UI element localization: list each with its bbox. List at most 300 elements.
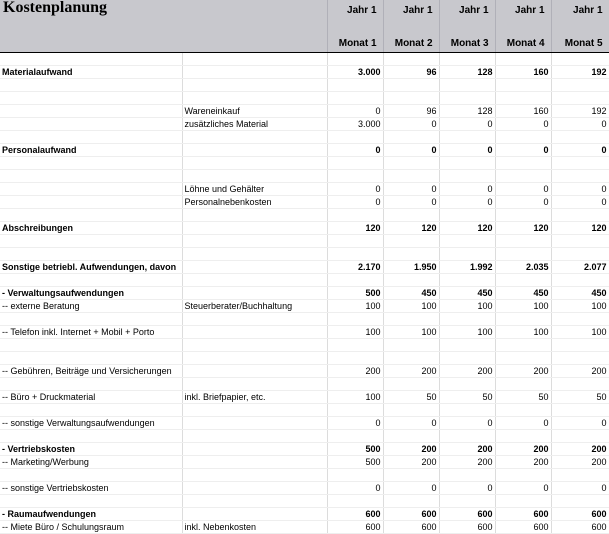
title-cell xyxy=(0,0,327,53)
value-cell[interactable]: 100 xyxy=(327,300,383,313)
row-detail-cell[interactable] xyxy=(182,495,327,508)
row-detail-cell[interactable] xyxy=(182,287,327,300)
value-cell[interactable]: 0 xyxy=(327,417,383,430)
value-cell[interactable]: 0 xyxy=(327,105,383,118)
row-detail-cell[interactable] xyxy=(182,144,327,157)
value-cell[interactable]: 600 xyxy=(551,508,609,521)
value-cell[interactable] xyxy=(327,235,383,248)
value-cell[interactable]: 50 xyxy=(439,391,495,404)
value-cell[interactable]: 200 xyxy=(551,456,609,469)
value-cell[interactable] xyxy=(495,235,551,248)
value-cell[interactable]: 128 xyxy=(439,66,495,79)
value-cell[interactable] xyxy=(495,469,551,482)
value-cell[interactable] xyxy=(327,469,383,482)
value-cell[interactable]: 600 xyxy=(327,521,383,534)
row-detail-cell[interactable]: inkl. Nebenkosten xyxy=(182,521,327,534)
value-cell[interactable] xyxy=(327,209,383,222)
value-cell[interactable]: 500 xyxy=(327,443,383,456)
value-cell[interactable]: 600 xyxy=(495,508,551,521)
value-cell[interactable]: 200 xyxy=(439,365,495,378)
value-cell[interactable]: 120 xyxy=(439,222,495,235)
value-cell[interactable] xyxy=(439,79,495,92)
row-detail-cell[interactable] xyxy=(182,79,327,92)
value-cell[interactable] xyxy=(495,495,551,508)
value-cell[interactable]: 0 xyxy=(495,183,551,196)
value-cell[interactable]: 0 xyxy=(383,183,439,196)
value-cell[interactable]: 0 xyxy=(495,118,551,131)
value-cell[interactable] xyxy=(327,430,383,443)
value-cell[interactable]: 3.000 xyxy=(327,66,383,79)
value-cell[interactable]: 100 xyxy=(495,300,551,313)
value-cell[interactable] xyxy=(551,170,609,183)
table-row xyxy=(0,196,609,209)
value-cell[interactable]: 0 xyxy=(495,196,551,209)
value-cell[interactable]: 600 xyxy=(383,521,439,534)
value-cell[interactable]: 0 xyxy=(439,118,495,131)
value-cell[interactable]: 600 xyxy=(327,508,383,521)
value-cell[interactable]: 100 xyxy=(551,326,609,339)
value-cell[interactable] xyxy=(439,131,495,144)
table-row xyxy=(0,287,609,300)
table-row xyxy=(0,378,609,391)
value-cell[interactable] xyxy=(495,53,551,66)
value-cell[interactable] xyxy=(551,378,609,391)
value-cell[interactable] xyxy=(383,469,439,482)
row-label-cell[interactable] xyxy=(0,183,182,196)
row-label-cell[interactable] xyxy=(0,209,182,222)
table-row xyxy=(0,261,609,274)
value-cell[interactable] xyxy=(439,313,495,326)
value-cell[interactable] xyxy=(327,313,383,326)
value-cell[interactable] xyxy=(551,79,609,92)
value-cell[interactable] xyxy=(495,339,551,352)
row-detail-cell[interactable] xyxy=(182,443,327,456)
row-detail-cell[interactable] xyxy=(182,235,327,248)
value-cell[interactable]: 600 xyxy=(439,521,495,534)
value-cell[interactable] xyxy=(551,92,609,105)
value-cell[interactable] xyxy=(383,157,439,170)
value-cell[interactable] xyxy=(551,339,609,352)
value-cell[interactable]: 120 xyxy=(383,222,439,235)
value-cell[interactable] xyxy=(495,131,551,144)
value-cell[interactable] xyxy=(495,430,551,443)
value-cell[interactable]: 0 xyxy=(495,482,551,495)
table-row xyxy=(0,53,609,66)
value-cell[interactable] xyxy=(439,352,495,365)
value-cell[interactable] xyxy=(327,170,383,183)
value-cell[interactable] xyxy=(439,378,495,391)
value-cell[interactable] xyxy=(495,313,551,326)
value-cell[interactable]: 0 xyxy=(551,144,609,157)
table-row xyxy=(0,235,609,248)
row-detail-cell[interactable] xyxy=(182,313,327,326)
year-label: Jahr 1 xyxy=(347,5,377,16)
value-cell[interactable] xyxy=(495,274,551,287)
value-cell[interactable] xyxy=(383,170,439,183)
value-cell[interactable] xyxy=(327,157,383,170)
row-detail-cell[interactable] xyxy=(182,365,327,378)
value-cell[interactable]: 450 xyxy=(439,287,495,300)
value-cell[interactable] xyxy=(439,209,495,222)
row-label-cell[interactable] xyxy=(0,469,182,482)
value-cell[interactable]: 450 xyxy=(551,287,609,300)
row-label-cell[interactable] xyxy=(0,495,182,508)
value-cell[interactable] xyxy=(327,79,383,92)
row-label-cell[interactable]: -- Gebühren, Beiträge und Versicherungen xyxy=(0,365,182,378)
value-cell[interactable] xyxy=(439,430,495,443)
table-row xyxy=(0,469,609,482)
row-detail-cell[interactable] xyxy=(182,209,327,222)
value-cell[interactable] xyxy=(439,469,495,482)
value-cell[interactable]: 200 xyxy=(383,443,439,456)
value-cell[interactable]: 600 xyxy=(439,508,495,521)
value-cell[interactable]: 3.000 xyxy=(327,118,383,131)
value-cell[interactable]: 0 xyxy=(327,144,383,157)
table-row xyxy=(0,248,609,261)
value-cell[interactable]: 0 xyxy=(495,144,551,157)
row-detail-cell[interactable]: Steuerberater/Buchhaltung xyxy=(182,300,327,313)
row-detail-cell[interactable] xyxy=(182,66,327,79)
row-label-cell[interactable]: Sonstige betriebl. Aufwendungen, davon xyxy=(0,261,182,274)
value-cell[interactable] xyxy=(327,352,383,365)
table-row xyxy=(0,430,609,443)
value-cell[interactable]: 0 xyxy=(327,196,383,209)
column-header[interactable] xyxy=(551,0,609,53)
value-cell[interactable]: 100 xyxy=(383,300,439,313)
value-cell[interactable]: 192 xyxy=(551,105,609,118)
value-cell[interactable] xyxy=(551,495,609,508)
table-row xyxy=(0,352,609,365)
month-label: Monat 3 xyxy=(450,38,489,49)
value-cell[interactable] xyxy=(439,339,495,352)
value-cell[interactable] xyxy=(383,404,439,417)
value-cell[interactable] xyxy=(383,495,439,508)
value-cell[interactable]: 0 xyxy=(327,482,383,495)
value-cell[interactable]: 160 xyxy=(495,105,551,118)
value-cell[interactable]: 2.035 xyxy=(495,261,551,274)
value-cell[interactable]: 0 xyxy=(495,417,551,430)
value-cell[interactable]: 120 xyxy=(327,222,383,235)
row-label-cell[interactable] xyxy=(0,248,182,261)
value-cell[interactable] xyxy=(495,79,551,92)
value-cell[interactable]: 100 xyxy=(383,326,439,339)
value-cell[interactable] xyxy=(383,92,439,105)
column-header[interactable] xyxy=(439,0,495,53)
value-cell[interactable]: 0 xyxy=(439,196,495,209)
value-cell[interactable]: 100 xyxy=(327,391,383,404)
row-label-cell[interactable] xyxy=(0,313,182,326)
row-detail-cell[interactable] xyxy=(182,352,327,365)
value-cell[interactable] xyxy=(551,352,609,365)
value-cell[interactable]: 100 xyxy=(327,326,383,339)
value-cell[interactable]: 160 xyxy=(495,66,551,79)
value-cell[interactable] xyxy=(327,92,383,105)
value-cell[interactable] xyxy=(383,248,439,261)
row-detail-cell[interactable] xyxy=(182,508,327,521)
value-cell[interactable] xyxy=(495,378,551,391)
row-label-cell[interactable] xyxy=(0,170,182,183)
table-row xyxy=(0,300,609,313)
value-cell[interactable]: 200 xyxy=(439,456,495,469)
table-row xyxy=(0,79,609,92)
row-label-cell[interactable] xyxy=(0,339,182,352)
value-cell[interactable]: 0 xyxy=(551,482,609,495)
row-label-cell[interactable] xyxy=(0,196,182,209)
value-cell[interactable] xyxy=(439,92,495,105)
row-label-cell[interactable]: Materialaufwand xyxy=(0,66,182,79)
value-cell[interactable]: 192 xyxy=(551,66,609,79)
table-row xyxy=(0,339,609,352)
row-label-cell[interactable]: Abschreibungen xyxy=(0,222,182,235)
value-cell[interactable]: 0 xyxy=(439,482,495,495)
table-row xyxy=(0,495,609,508)
value-cell[interactable] xyxy=(327,53,383,66)
value-cell[interactable] xyxy=(551,235,609,248)
value-cell[interactable]: 0 xyxy=(383,482,439,495)
value-cell[interactable] xyxy=(495,352,551,365)
value-cell[interactable] xyxy=(383,209,439,222)
value-cell[interactable] xyxy=(327,248,383,261)
value-cell[interactable] xyxy=(327,274,383,287)
value-cell[interactable] xyxy=(439,170,495,183)
value-cell[interactable]: 1.950 xyxy=(383,261,439,274)
value-cell[interactable] xyxy=(551,469,609,482)
table-row xyxy=(0,274,609,287)
value-cell[interactable] xyxy=(383,235,439,248)
value-cell[interactable]: 200 xyxy=(383,365,439,378)
value-cell[interactable]: 600 xyxy=(495,521,551,534)
value-cell[interactable] xyxy=(439,495,495,508)
value-cell[interactable]: 2.170 xyxy=(327,261,383,274)
value-cell[interactable]: 0 xyxy=(439,144,495,157)
row-detail-cell[interactable] xyxy=(182,417,327,430)
value-cell[interactable]: 500 xyxy=(327,456,383,469)
value-cell[interactable] xyxy=(439,157,495,170)
value-cell[interactable] xyxy=(383,352,439,365)
table-row xyxy=(0,417,609,430)
value-cell[interactable] xyxy=(439,53,495,66)
value-cell[interactable]: 200 xyxy=(327,365,383,378)
row-label-cell[interactable] xyxy=(0,378,182,391)
row-detail-cell[interactable] xyxy=(182,248,327,261)
row-detail-cell[interactable] xyxy=(182,261,327,274)
value-cell[interactable]: 0 xyxy=(439,183,495,196)
row-detail-cell[interactable] xyxy=(182,222,327,235)
value-cell[interactable] xyxy=(551,53,609,66)
table-row xyxy=(0,170,609,183)
value-cell[interactable]: 0 xyxy=(551,417,609,430)
row-detail-cell[interactable]: Wareneinkauf xyxy=(182,105,327,118)
value-cell[interactable] xyxy=(495,209,551,222)
value-cell[interactable] xyxy=(327,131,383,144)
value-cell[interactable]: 2.077 xyxy=(551,261,609,274)
value-cell[interactable]: 50 xyxy=(551,391,609,404)
value-cell[interactable] xyxy=(327,378,383,391)
row-label-cell[interactable]: - Vertriebskosten xyxy=(0,443,182,456)
month-label: Monat 1 xyxy=(338,38,377,49)
value-cell[interactable] xyxy=(495,92,551,105)
value-cell[interactable] xyxy=(383,378,439,391)
table-row xyxy=(0,313,609,326)
value-cell[interactable]: 1.992 xyxy=(439,261,495,274)
table-row xyxy=(0,326,609,339)
table-row xyxy=(0,521,609,534)
value-cell[interactable] xyxy=(495,404,551,417)
value-cell[interactable]: 600 xyxy=(551,521,609,534)
value-cell[interactable]: 200 xyxy=(495,443,551,456)
row-label-cell[interactable] xyxy=(0,235,182,248)
value-cell[interactable]: 0 xyxy=(551,118,609,131)
value-cell[interactable]: 0 xyxy=(551,183,609,196)
value-cell[interactable]: 100 xyxy=(439,326,495,339)
value-cell[interactable] xyxy=(551,313,609,326)
value-cell[interactable]: 96 xyxy=(383,105,439,118)
value-cell[interactable]: 100 xyxy=(439,300,495,313)
row-label-cell[interactable] xyxy=(0,105,182,118)
table-row xyxy=(0,404,609,417)
row-detail-cell[interactable] xyxy=(182,131,327,144)
table-row xyxy=(0,144,609,157)
table-row xyxy=(0,157,609,170)
row-detail-cell[interactable] xyxy=(182,274,327,287)
row-label-cell[interactable] xyxy=(0,53,182,66)
value-cell[interactable]: 128 xyxy=(439,105,495,118)
value-cell[interactable] xyxy=(383,53,439,66)
row-detail-cell[interactable] xyxy=(182,456,327,469)
row-label-cell[interactable] xyxy=(0,79,182,92)
value-cell[interactable]: 200 xyxy=(551,365,609,378)
value-cell[interactable]: 450 xyxy=(383,287,439,300)
month-label: Monat 2 xyxy=(394,38,433,49)
row-label-cell[interactable]: -- Marketing/Werbung xyxy=(0,456,182,469)
value-cell[interactable]: 0 xyxy=(383,196,439,209)
value-cell[interactable]: 120 xyxy=(495,222,551,235)
value-cell[interactable] xyxy=(383,339,439,352)
value-cell[interactable] xyxy=(327,404,383,417)
row-label-cell[interactable] xyxy=(0,157,182,170)
row-detail-cell[interactable] xyxy=(182,404,327,417)
row-detail-cell[interactable] xyxy=(182,92,327,105)
column-header[interactable] xyxy=(383,0,439,53)
row-detail-cell[interactable] xyxy=(182,157,327,170)
value-cell[interactable] xyxy=(383,313,439,326)
value-cell[interactable] xyxy=(439,274,495,287)
value-cell[interactable] xyxy=(495,157,551,170)
value-cell[interactable]: 100 xyxy=(551,300,609,313)
row-label-cell[interactable] xyxy=(0,404,182,417)
value-cell[interactable] xyxy=(551,248,609,261)
row-label-cell[interactable]: -- sonstige Vertriebskosten xyxy=(0,482,182,495)
value-cell[interactable] xyxy=(551,430,609,443)
table-row xyxy=(0,456,609,469)
row-detail-cell[interactable] xyxy=(182,378,327,391)
value-cell[interactable]: 0 xyxy=(383,417,439,430)
value-cell[interactable] xyxy=(383,79,439,92)
row-label-cell[interactable] xyxy=(0,118,182,131)
value-cell[interactable] xyxy=(383,430,439,443)
value-cell[interactable]: 120 xyxy=(551,222,609,235)
row-label-cell[interactable] xyxy=(0,274,182,287)
column-header[interactable] xyxy=(327,0,383,53)
value-cell[interactable]: 200 xyxy=(439,443,495,456)
value-cell[interactable] xyxy=(439,404,495,417)
value-cell[interactable] xyxy=(551,157,609,170)
row-label-cell[interactable]: -- Büro + Druckmaterial xyxy=(0,391,182,404)
table-row xyxy=(0,391,609,404)
table-row xyxy=(0,365,609,378)
value-cell[interactable]: 0 xyxy=(439,417,495,430)
value-cell[interactable] xyxy=(551,131,609,144)
year-label: Jahr 1 xyxy=(459,5,489,16)
value-cell[interactable] xyxy=(439,235,495,248)
row-detail-cell[interactable]: zusätzliches Material xyxy=(182,118,327,131)
row-label-cell[interactable] xyxy=(0,430,182,443)
row-detail-cell[interactable] xyxy=(182,482,327,495)
row-label-cell[interactable]: Personalaufwand xyxy=(0,144,182,157)
value-cell[interactable]: 0 xyxy=(327,183,383,196)
table-row xyxy=(0,131,609,144)
value-cell[interactable] xyxy=(495,248,551,261)
value-cell[interactable]: 200 xyxy=(383,456,439,469)
value-cell[interactable] xyxy=(551,404,609,417)
value-cell[interactable]: 600 xyxy=(383,508,439,521)
value-cell[interactable] xyxy=(327,339,383,352)
row-detail-cell[interactable] xyxy=(182,469,327,482)
row-detail-cell[interactable]: Löhne und Gehälter xyxy=(182,183,327,196)
row-label-cell[interactable]: - Raumaufwendungen xyxy=(0,508,182,521)
value-cell[interactable]: 0 xyxy=(383,144,439,157)
value-cell[interactable] xyxy=(327,495,383,508)
table-row xyxy=(0,66,609,79)
value-cell[interactable]: 50 xyxy=(383,391,439,404)
column-header[interactable] xyxy=(495,0,551,53)
row-detail-cell[interactable] xyxy=(182,430,327,443)
row-detail-cell[interactable] xyxy=(182,170,327,183)
value-cell[interactable]: 0 xyxy=(383,118,439,131)
value-cell[interactable]: 200 xyxy=(495,365,551,378)
value-cell[interactable]: 100 xyxy=(495,326,551,339)
row-label-cell[interactable]: -- Telefon inkl. Internet + Mobil + Porto xyxy=(0,326,182,339)
value-cell[interactable] xyxy=(439,248,495,261)
row-label-cell[interactable]: -- Miete Büro / Schulungsraum xyxy=(0,521,182,534)
table-row xyxy=(0,209,609,222)
row-label-cell[interactable]: -- externe Beratung xyxy=(0,300,182,313)
value-cell[interactable] xyxy=(495,170,551,183)
row-detail-cell[interactable] xyxy=(182,326,327,339)
row-detail-cell[interactable] xyxy=(182,339,327,352)
value-cell[interactable]: 0 xyxy=(551,196,609,209)
row-label-cell[interactable] xyxy=(0,131,182,144)
value-cell[interactable] xyxy=(383,274,439,287)
value-cell[interactable]: 500 xyxy=(327,287,383,300)
value-cell[interactable] xyxy=(551,209,609,222)
value-cell[interactable] xyxy=(383,131,439,144)
value-cell[interactable] xyxy=(551,274,609,287)
value-cell[interactable]: 200 xyxy=(551,443,609,456)
row-label-cell[interactable]: - Verwaltungsaufwendungen xyxy=(0,287,182,300)
year-label: Jahr 1 xyxy=(515,5,545,16)
row-detail-cell[interactable]: inkl. Briefpapier, etc. xyxy=(182,391,327,404)
value-cell[interactable]: 96 xyxy=(383,66,439,79)
row-label-cell[interactable] xyxy=(0,352,182,365)
row-detail-cell[interactable]: Personalnebenkosten xyxy=(182,196,327,209)
row-label-cell[interactable] xyxy=(0,92,182,105)
value-cell[interactable]: 50 xyxy=(495,391,551,404)
value-cell[interactable]: 200 xyxy=(495,456,551,469)
value-cell[interactable]: 450 xyxy=(495,287,551,300)
row-detail-cell[interactable] xyxy=(182,53,327,66)
row-label-cell[interactable]: -- sonstige Verwaltungsaufwendungen xyxy=(0,417,182,430)
